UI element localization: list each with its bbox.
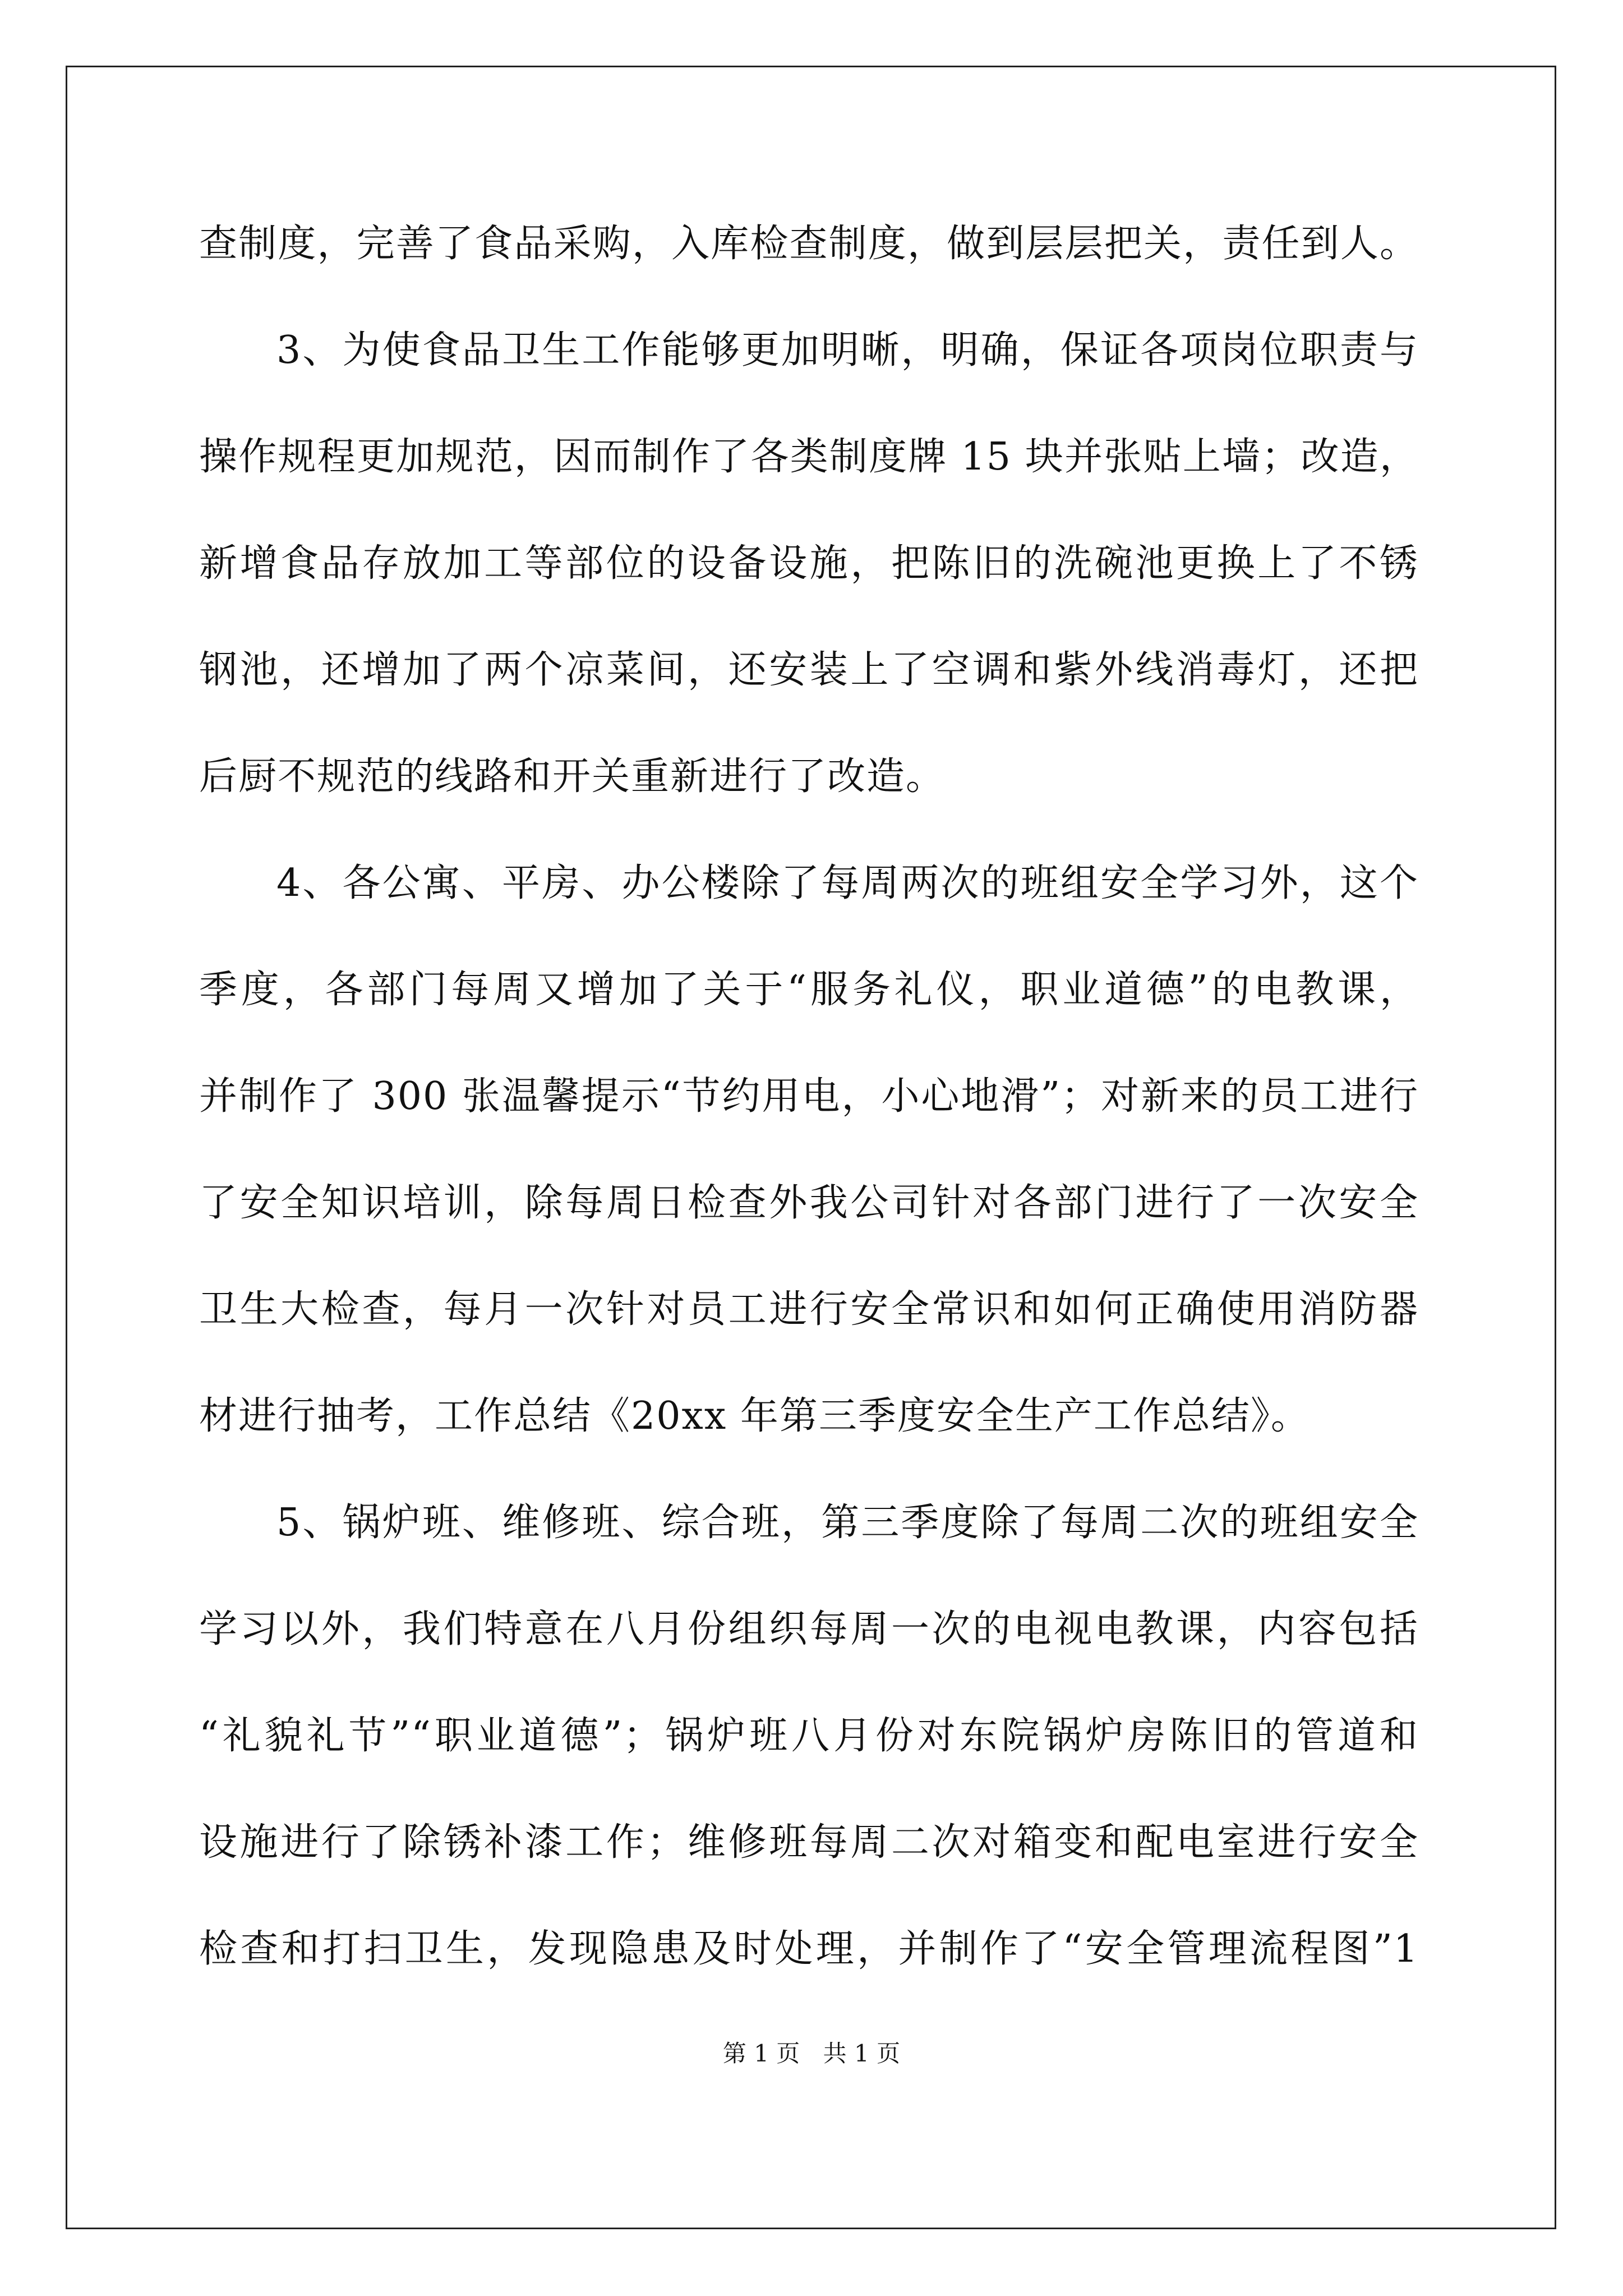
page-footer <box>0 2035 1623 2069</box>
text-line: 了安全知识培训，除每周日检查外我公司针对各部门进行了一次安全 <box>199 1181 1419 1225</box>
text-line: 学习以外，我们特意在八月份组织每周一次的电视电教课，内容包括 <box>199 1607 1419 1651</box>
document-body <box>199 208 1419 2019</box>
text-line: 季度，各部门每周又增加了关于“服务礼仪，职业道德”的电教课， <box>199 968 1419 1012</box>
text-line: 卫生大检查，每月一次针对员工进行安全常识和如何正确使用消防器 <box>199 1287 1419 1332</box>
page-number: 第 1 页 <box>722 2040 800 2067</box>
text-line: 操作规程更加规范，因而制作了各类制度牌 15 块并张贴上墙；改造， <box>199 435 1419 479</box>
text-line: 查制度，完善了食品采购，入库检查制度，做到层层把关，责任到人。 <box>199 222 1419 266</box>
text-line: 钢池，还增加了两个凉菜间，还安装上了空调和紫外线消毒灯，还把 <box>199 648 1419 692</box>
text-line: 设施进行了除锈补漆工作；维修班每周二次对箱变和配电室进行安全 <box>199 1820 1419 1865</box>
paragraph-5-start: 5、锅炉班、维修班、综合班，第三季度除了每周二次的班组安全 <box>276 1501 1419 1545</box>
paragraph-4-start: 4、各公寓、平房、办公楼除了每周两次的班组安全学习外，这个 <box>276 861 1419 905</box>
page-total: 共 1 页 <box>823 2040 901 2067</box>
text-line: 后厨不规范的线路和开关重新进行了改造。 <box>199 754 946 799</box>
text-line: 新增食品存放加工等部位的设备设施，把陈旧的洗碗池更换上了不锈 <box>199 541 1419 586</box>
text-line: 检查和打扫卫生，发现隐患及时处理，并制作了“安全管理流程图”1 <box>199 1927 1419 1971</box>
text-line: 并制作了 300 张温馨提示“节约用电，小心地滑”；对新来的员工进行 <box>199 1074 1419 1119</box>
text-line: 材进行抽考，工作总结《20xx 年第三季度安全生产工作总结》。 <box>199 1394 1310 1438</box>
paragraph-3-start: 3、为使食品卫生工作能够更加明晰，明确，保证各项岗位职责与 <box>276 328 1419 372</box>
text-line: “礼貌礼节”“职业道德”；锅炉班八月份对东院锅炉房陈旧的管道和 <box>199 1714 1419 1758</box>
